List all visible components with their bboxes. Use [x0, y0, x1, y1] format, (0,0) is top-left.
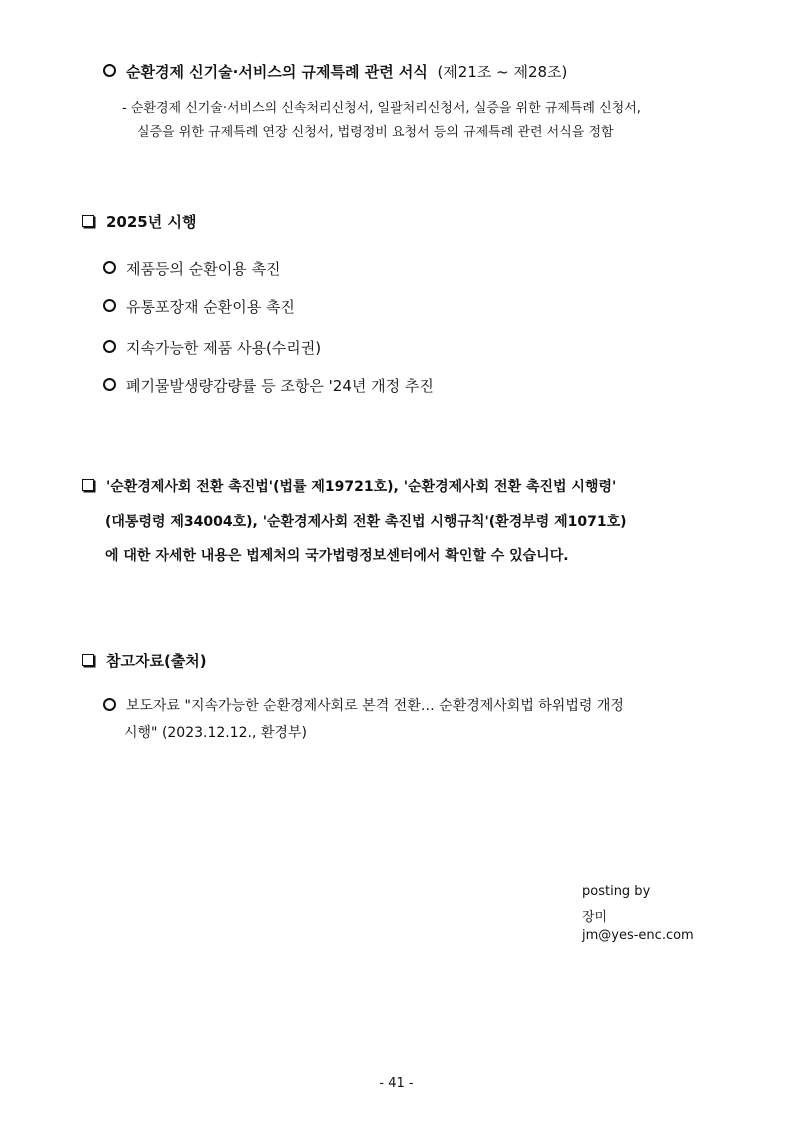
section1-title: 순환경제 신기술·서비스의 규제특례 관련 서식 — [126, 63, 428, 81]
section4-heading — [82, 650, 207, 671]
page-number: - 41 - — [379, 1076, 414, 1091]
section3-line1-wrap — [82, 476, 616, 496]
circle-bullet-icon — [103, 299, 116, 312]
list-item: 제품등의 순환이용 촉진 — [103, 258, 280, 279]
section3-line2: (대통령령 제34004호), '순환경제사회 전환 촉진법 시행규칙'(환경부령 제1071호) — [105, 514, 627, 530]
section4-title: 참고자료(출처) — [106, 652, 207, 670]
circle-bullet-icon — [103, 378, 116, 391]
list-item: 폐기물발생량감량률 등 조항은 '24년 개정 추진 — [103, 375, 434, 396]
list-item: 지속가능한 제품 사용(수리권) — [103, 337, 321, 358]
section1-heading — [103, 61, 567, 82]
square-bullet-icon — [82, 654, 94, 666]
section1-detail-line1: - 순환경제 신기술·서비스의 신속처리신청서, 일괄처리신청서, 실증을 위한 규제특례 신청서, — [122, 101, 641, 116]
section3-line3: 에 대한 자세한 내용은 법제처의 국가법령정보센터에서 확인할 수 있습니다. — [105, 548, 569, 564]
circle-bullet-icon — [103, 340, 116, 353]
reference-item — [103, 695, 624, 715]
section1-articles: (제21조 ~ 제28조) — [437, 63, 568, 81]
square-bullet-icon — [82, 479, 94, 491]
posting-author: 장미 — [582, 910, 608, 925]
circle-bullet-icon — [103, 698, 116, 711]
posting-label: posting by — [582, 884, 651, 899]
circle-bullet-icon — [103, 261, 116, 274]
square-bullet-icon — [82, 215, 94, 227]
reference-line2: 시행" (2023.12.12., 환경부) — [124, 725, 307, 741]
section2-title: 2025년 시행 — [106, 213, 197, 231]
reference-line1: 보도자료 "지속가능한 순환경제사회로 본격 전환… 순환경제사회법 하위법령 개정 — [126, 698, 624, 714]
circle-bullet-icon — [103, 64, 116, 77]
section3-line1: '순환경제사회 전환 촉진법'(법률 제19721호), '순환경제사회 전환 촉진법 시행령' — [106, 479, 617, 495]
posting-email: jm@yes-enc.com — [582, 928, 694, 943]
section1-detail-line2: 실증을 위한 규제특례 연장 신청서, 법령정비 요청서 등의 규제특례 관련 서식을 정함 — [137, 125, 614, 140]
section2-heading — [82, 211, 196, 232]
list-item: 유통포장재 순환이용 촉진 — [103, 296, 295, 317]
